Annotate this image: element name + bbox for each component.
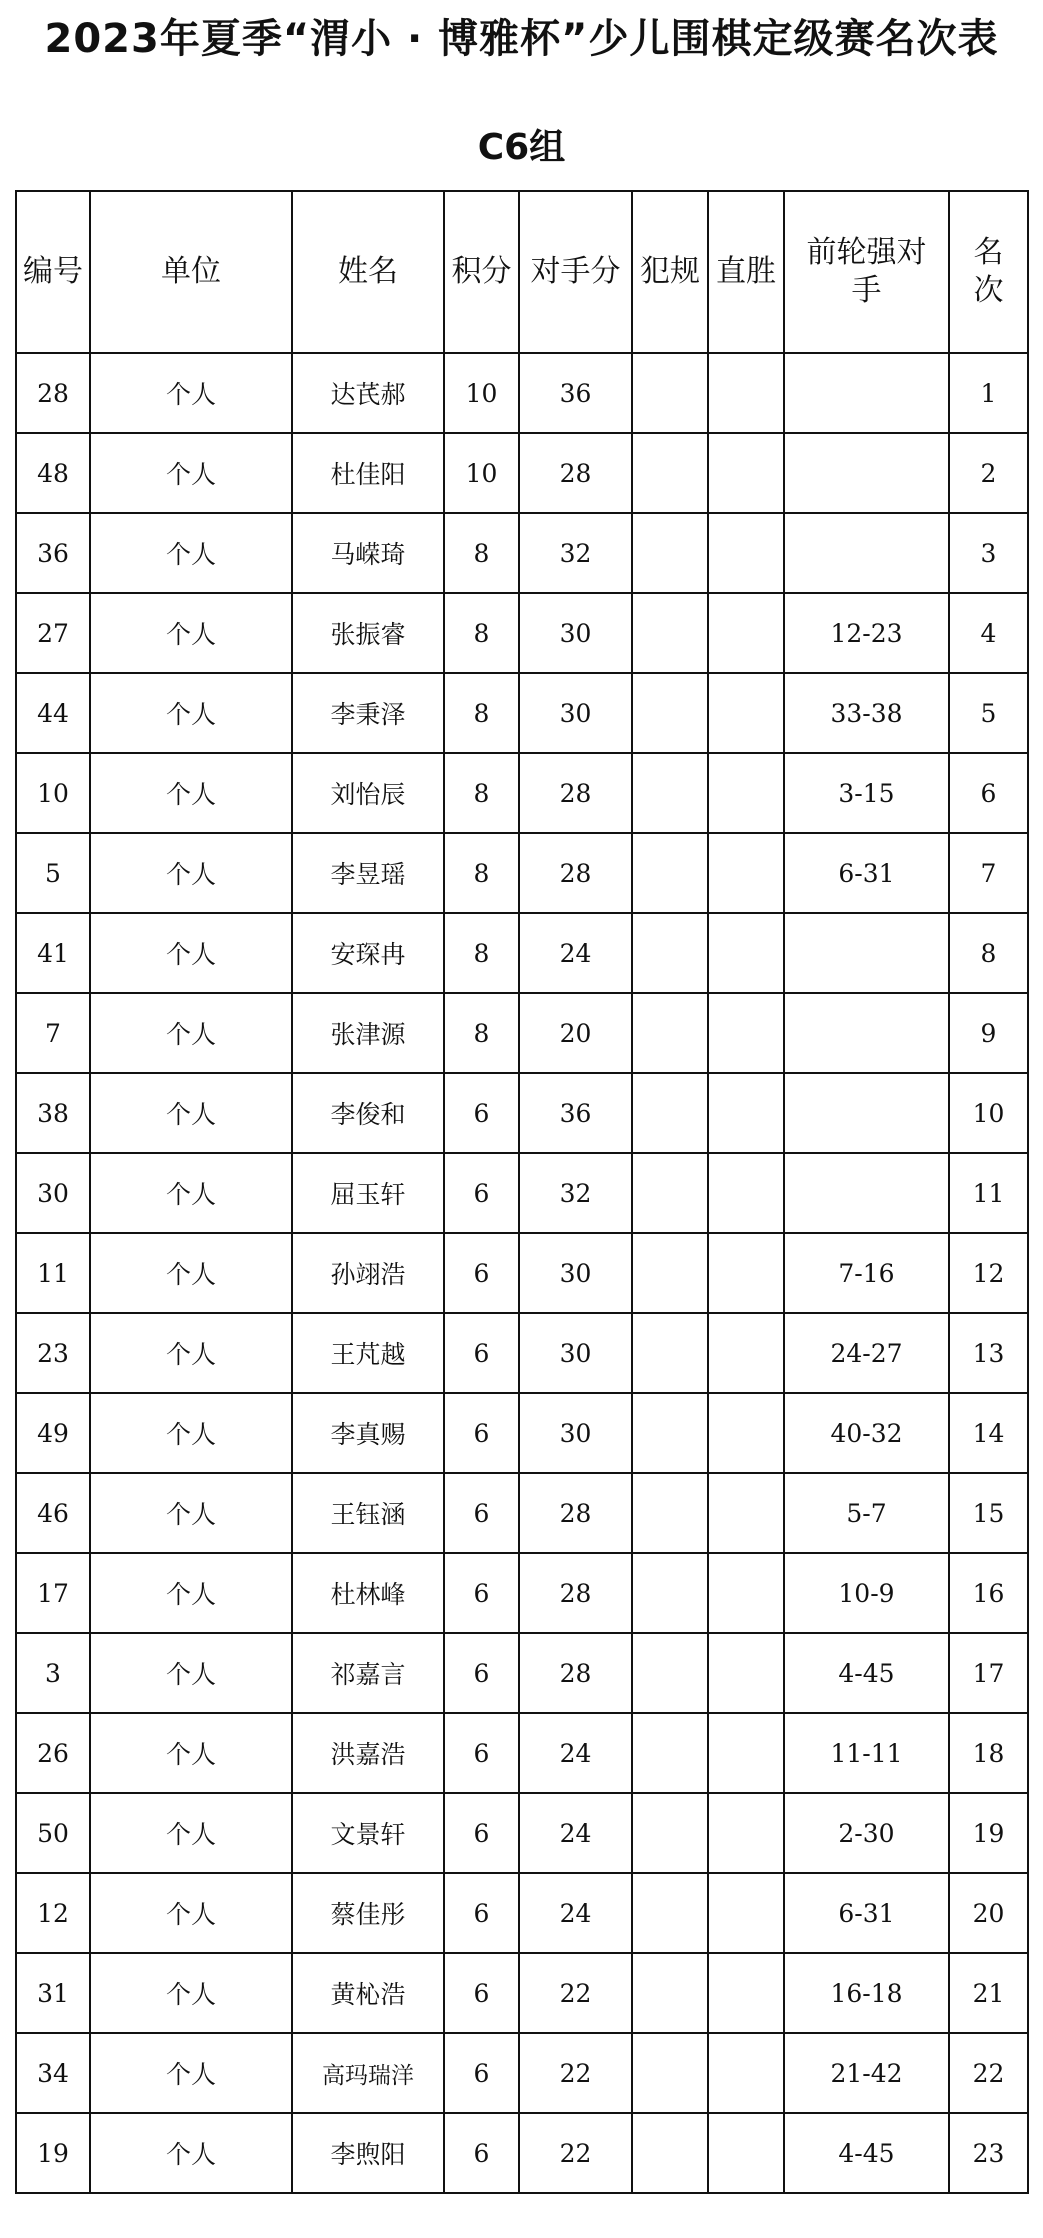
cell-unit: 个人 (90, 1393, 292, 1473)
cell-unit: 个人 (90, 673, 292, 753)
cell-foul (632, 993, 708, 1073)
cell-direct-win (708, 1073, 784, 1153)
cell-name: 高玛瑞洋 (292, 2033, 444, 2113)
cell-score: 6 (444, 1073, 519, 1153)
cell-strong-opponent (784, 513, 949, 593)
cell-strong-opponent (784, 353, 949, 433)
cell-score: 6 (444, 2033, 519, 2113)
cell-unit: 个人 (90, 1473, 292, 1553)
cell-opponent-score: 36 (519, 1073, 632, 1153)
cell-foul (632, 913, 708, 993)
cell-score: 6 (444, 1953, 519, 2033)
cell-score: 8 (444, 913, 519, 993)
cell-strong-opponent: 7-16 (784, 1233, 949, 1313)
cell-id: 49 (16, 1393, 90, 1473)
cell-opponent-score: 32 (519, 1153, 632, 1233)
cell-name: 马嵘琦 (292, 513, 444, 593)
cell-unit: 个人 (90, 1553, 292, 1633)
table-body (16, 353, 1028, 2193)
cell-id: 3 (16, 1633, 90, 1713)
cell-score: 6 (444, 1793, 519, 1873)
cell-id: 19 (16, 2113, 90, 2193)
cell-rank: 18 (949, 1713, 1028, 1793)
cell-foul (632, 353, 708, 433)
cell-direct-win (708, 1313, 784, 1393)
cell-foul (632, 2033, 708, 2113)
cell-id: 36 (16, 513, 90, 593)
cell-opponent-score: 30 (519, 1393, 632, 1473)
cell-name: 李秉泽 (292, 673, 444, 753)
cell-unit: 个人 (90, 593, 292, 673)
table-row (16, 433, 1028, 513)
cell-strong-opponent: 3-15 (784, 753, 949, 833)
table-row (16, 2113, 1028, 2193)
cell-strong-opponent: 6-31 (784, 1873, 949, 1953)
cell-unit: 个人 (90, 2113, 292, 2193)
cell-strong-opponent (784, 993, 949, 1073)
table-row (16, 1073, 1028, 1153)
cell-foul (632, 1713, 708, 1793)
cell-direct-win (708, 913, 784, 993)
cell-unit: 个人 (90, 433, 292, 513)
cell-foul (632, 1633, 708, 1713)
cell-direct-win (708, 1233, 784, 1313)
cell-direct-win (708, 833, 784, 913)
cell-opponent-score: 30 (519, 593, 632, 673)
cell-id: 28 (16, 353, 90, 433)
cell-direct-win (708, 1713, 784, 1793)
cell-name: 王钰涵 (292, 1473, 444, 1553)
cell-opponent-score: 28 (519, 833, 632, 913)
table-row (16, 1633, 1028, 1713)
cell-id: 31 (16, 1953, 90, 2033)
cell-name: 刘怡辰 (292, 753, 444, 833)
cell-id: 34 (16, 2033, 90, 2113)
table-row (16, 2033, 1028, 2113)
table-row (16, 993, 1028, 1073)
table-row (16, 1793, 1028, 1873)
cell-score: 6 (444, 2113, 519, 2193)
cell-score: 6 (444, 1313, 519, 1393)
cell-unit: 个人 (90, 1793, 292, 1873)
cell-direct-win (708, 1393, 784, 1473)
cell-direct-win (708, 753, 784, 833)
cell-strong-opponent: 24-27 (784, 1313, 949, 1393)
cell-strong-opponent: 16-18 (784, 1953, 949, 2033)
cell-score: 8 (444, 673, 519, 753)
cell-id: 41 (16, 913, 90, 993)
header-unit: 单位 (90, 191, 292, 353)
cell-unit: 个人 (90, 513, 292, 593)
cell-strong-opponent: 4-45 (784, 1633, 949, 1713)
cell-opponent-score: 28 (519, 753, 632, 833)
header-id: 编号 (16, 191, 90, 353)
table-row (16, 753, 1028, 833)
cell-direct-win (708, 993, 784, 1073)
cell-direct-win (708, 2113, 784, 2193)
cell-direct-win (708, 433, 784, 513)
cell-unit: 个人 (90, 913, 292, 993)
cell-strong-opponent (784, 913, 949, 993)
header-direct-win: 直胜 (708, 191, 784, 353)
table-row (16, 593, 1028, 673)
cell-unit: 个人 (90, 833, 292, 913)
cell-name: 祁嘉言 (292, 1633, 444, 1713)
cell-opponent-score: 24 (519, 1793, 632, 1873)
document-title: 2023年夏季“渭小 · 博雅杯”少儿围棋定级赛名次表 (44, 16, 999, 62)
cell-direct-win (708, 2033, 784, 2113)
cell-foul (632, 1073, 708, 1153)
table-row (16, 1393, 1028, 1473)
cell-name: 屈玉轩 (292, 1153, 444, 1233)
cell-id: 50 (16, 1793, 90, 1873)
cell-rank: 12 (949, 1233, 1028, 1313)
cell-strong-opponent: 33-38 (784, 673, 949, 753)
cell-direct-win (708, 1793, 784, 1873)
cell-score: 6 (444, 1153, 519, 1233)
cell-foul (632, 593, 708, 673)
cell-unit: 个人 (90, 1153, 292, 1233)
cell-id: 38 (16, 1073, 90, 1153)
table-row (16, 1553, 1028, 1633)
cell-rank: 2 (949, 433, 1028, 513)
cell-score: 6 (444, 1873, 519, 1953)
cell-foul (632, 433, 708, 513)
cell-opponent-score: 28 (519, 1553, 632, 1633)
cell-rank: 8 (949, 913, 1028, 993)
cell-name: 蔡佳彤 (292, 1873, 444, 1953)
cell-rank: 16 (949, 1553, 1028, 1633)
cell-rank: 19 (949, 1793, 1028, 1873)
table-row (16, 1313, 1028, 1393)
cell-foul (632, 753, 708, 833)
header-opponent-score: 对手分 (519, 191, 632, 353)
cell-rank: 17 (949, 1633, 1028, 1713)
header-row (16, 191, 1028, 353)
table-row (16, 1953, 1028, 2033)
cell-opponent-score: 28 (519, 433, 632, 513)
cell-rank: 10 (949, 1073, 1028, 1153)
table-header (16, 191, 1028, 353)
cell-opponent-score: 36 (519, 353, 632, 433)
cell-name: 张津源 (292, 993, 444, 1073)
table-row (16, 353, 1028, 433)
cell-direct-win (708, 593, 784, 673)
cell-name: 李真赐 (292, 1393, 444, 1473)
cell-score: 8 (444, 513, 519, 593)
cell-rank: 5 (949, 673, 1028, 753)
cell-opponent-score: 30 (519, 1233, 632, 1313)
cell-direct-win (708, 673, 784, 753)
cell-strong-opponent: 21-42 (784, 2033, 949, 2113)
cell-score: 6 (444, 1633, 519, 1713)
cell-id: 46 (16, 1473, 90, 1553)
cell-direct-win (708, 1553, 784, 1633)
table-row (16, 833, 1028, 913)
cell-opponent-score: 22 (519, 2113, 632, 2193)
cell-id: 27 (16, 593, 90, 673)
cell-unit: 个人 (90, 1713, 292, 1793)
cell-score: 10 (444, 353, 519, 433)
cell-rank: 15 (949, 1473, 1028, 1553)
group-title: C6组 (477, 127, 566, 168)
cell-opponent-score: 20 (519, 993, 632, 1073)
cell-direct-win (708, 1953, 784, 2033)
cell-score: 8 (444, 993, 519, 1073)
cell-direct-win (708, 1473, 784, 1553)
cell-foul (632, 1313, 708, 1393)
cell-rank: 11 (949, 1153, 1028, 1233)
cell-foul (632, 2113, 708, 2193)
table-row (16, 1153, 1028, 1233)
table-row (16, 1713, 1028, 1793)
cell-id: 30 (16, 1153, 90, 1233)
cell-unit: 个人 (90, 353, 292, 433)
cell-rank: 6 (949, 753, 1028, 833)
cell-direct-win (708, 1633, 784, 1713)
cell-name: 黄杺浩 (292, 1953, 444, 2033)
cell-opponent-score: 30 (519, 1313, 632, 1393)
cell-opponent-score: 28 (519, 1473, 632, 1553)
cell-foul (632, 1873, 708, 1953)
cell-foul (632, 1793, 708, 1873)
cell-strong-opponent (784, 433, 949, 513)
cell-opponent-score: 24 (519, 913, 632, 993)
cell-name: 李昱瑶 (292, 833, 444, 913)
header-rank: 名次 (949, 191, 1028, 353)
cell-strong-opponent (784, 1073, 949, 1153)
cell-opponent-score: 32 (519, 513, 632, 593)
cell-unit: 个人 (90, 1953, 292, 2033)
cell-id: 44 (16, 673, 90, 753)
cell-score: 8 (444, 833, 519, 913)
cell-strong-opponent: 11-11 (784, 1713, 949, 1793)
cell-name: 张振睿 (292, 593, 444, 673)
cell-rank: 21 (949, 1953, 1028, 2033)
cell-opponent-score: 24 (519, 1873, 632, 1953)
cell-rank: 1 (949, 353, 1028, 433)
cell-name: 达芪郝 (292, 353, 444, 433)
cell-direct-win (708, 353, 784, 433)
header-foul: 犯规 (632, 191, 708, 353)
cell-name: 孙翊浩 (292, 1233, 444, 1313)
cell-rank: 7 (949, 833, 1028, 913)
table-row (16, 1873, 1028, 1953)
cell-score: 6 (444, 1713, 519, 1793)
cell-name: 安琛冉 (292, 913, 444, 993)
cell-opponent-score: 22 (519, 2033, 632, 2113)
cell-direct-win (708, 1873, 784, 1953)
cell-rank: 22 (949, 2033, 1028, 2113)
cell-id: 10 (16, 753, 90, 833)
cell-strong-opponent: 4-45 (784, 2113, 949, 2193)
cell-id: 23 (16, 1313, 90, 1393)
cell-unit: 个人 (90, 2033, 292, 2113)
cell-strong-opponent: 40-32 (784, 1393, 949, 1473)
cell-score: 8 (444, 593, 519, 673)
cell-opponent-score: 22 (519, 1953, 632, 2033)
cell-direct-win (708, 513, 784, 593)
cell-id: 5 (16, 833, 90, 913)
cell-score: 10 (444, 433, 519, 513)
cell-foul (632, 513, 708, 593)
cell-name: 杜佳阳 (292, 433, 444, 513)
cell-rank: 9 (949, 993, 1028, 1073)
cell-score: 6 (444, 1233, 519, 1313)
cell-score: 8 (444, 753, 519, 833)
cell-strong-opponent: 2-30 (784, 1793, 949, 1873)
cell-rank: 4 (949, 593, 1028, 673)
header-score: 积分 (444, 191, 519, 353)
cell-unit: 个人 (90, 1233, 292, 1313)
cell-foul (632, 1553, 708, 1633)
cell-rank: 3 (949, 513, 1028, 593)
ranking-table (15, 190, 1029, 2194)
table-row (16, 513, 1028, 593)
cell-name: 杜林峰 (292, 1553, 444, 1633)
cell-foul (632, 1393, 708, 1473)
cell-id: 11 (16, 1233, 90, 1313)
cell-rank: 20 (949, 1873, 1028, 1953)
header-strong-opponent: 前轮强对手 (784, 191, 949, 353)
cell-score: 6 (444, 1393, 519, 1473)
cell-id: 17 (16, 1553, 90, 1633)
cell-unit: 个人 (90, 1073, 292, 1153)
cell-name: 文景轩 (292, 1793, 444, 1873)
cell-strong-opponent: 10-9 (784, 1553, 949, 1633)
cell-id: 7 (16, 993, 90, 1073)
cell-rank: 13 (949, 1313, 1028, 1393)
cell-foul (632, 1473, 708, 1553)
cell-id: 48 (16, 433, 90, 513)
cell-unit: 个人 (90, 1873, 292, 1953)
cell-unit: 个人 (90, 1633, 292, 1713)
cell-rank: 23 (949, 2113, 1028, 2193)
cell-name: 王芃越 (292, 1313, 444, 1393)
cell-foul (632, 1953, 708, 2033)
cell-name: 洪嘉浩 (292, 1713, 444, 1793)
cell-name: 李俊和 (292, 1073, 444, 1153)
table-row (16, 1233, 1028, 1313)
cell-foul (632, 1233, 708, 1313)
cell-name: 李煦阳 (292, 2113, 444, 2193)
cell-id: 26 (16, 1713, 90, 1793)
cell-direct-win (708, 1153, 784, 1233)
table-row (16, 913, 1028, 993)
table-row (16, 1473, 1028, 1553)
cell-foul (632, 673, 708, 753)
cell-strong-opponent: 12-23 (784, 593, 949, 673)
cell-opponent-score: 28 (519, 1633, 632, 1713)
cell-foul (632, 833, 708, 913)
cell-foul (632, 1153, 708, 1233)
cell-opponent-score: 24 (519, 1713, 632, 1793)
header-name: 姓名 (292, 191, 444, 353)
cell-score: 6 (444, 1473, 519, 1553)
cell-unit: 个人 (90, 993, 292, 1073)
cell-strong-opponent (784, 1153, 949, 1233)
cell-rank: 14 (949, 1393, 1028, 1473)
cell-opponent-score: 30 (519, 673, 632, 753)
cell-unit: 个人 (90, 753, 292, 833)
table-row (16, 673, 1028, 753)
cell-strong-opponent: 6-31 (784, 833, 949, 913)
cell-score: 6 (444, 1553, 519, 1633)
cell-unit: 个人 (90, 1313, 292, 1393)
cell-id: 12 (16, 1873, 90, 1953)
cell-strong-opponent: 5-7 (784, 1473, 949, 1553)
